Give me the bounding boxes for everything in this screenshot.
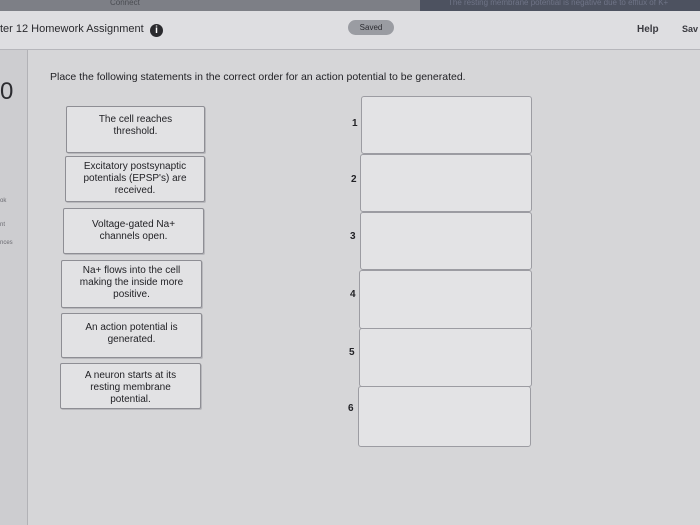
top-bar: [0, 0, 700, 11]
drop-slot[interactable]: [359, 328, 532, 387]
slot-number: 5: [349, 347, 355, 358]
statement-text: The cell reaches threshold.: [98, 114, 173, 137]
statement-card[interactable]: [61, 313, 202, 358]
statement-card[interactable]: [61, 260, 202, 308]
saved-badge: Saved: [348, 20, 394, 35]
statement-card[interactable]: [63, 208, 204, 254]
question-sidebar: [0, 50, 28, 525]
slot-number: 6: [348, 403, 354, 414]
assignment-header: [0, 11, 700, 50]
sidebar-label: nt: [0, 222, 6, 228]
notice-text: The resting membrane potential is negative due to efflux of K+: [448, 0, 669, 7]
drop-slot[interactable]: [358, 386, 531, 447]
statement-card[interactable]: [66, 106, 205, 153]
statement-card[interactable]: [60, 363, 201, 409]
slot-number: 4: [350, 289, 356, 300]
statement-text: Excitatory postsynaptic potentials (EPSP's) are received.: [83, 161, 187, 196]
help-link[interactable]: Help: [637, 24, 659, 35]
drop-slot[interactable]: [361, 96, 532, 154]
slot-number: 2: [351, 174, 357, 185]
save-button[interactable]: Sav: [682, 24, 699, 34]
question-area: [28, 50, 700, 525]
slot-number: 3: [350, 231, 356, 242]
drop-slot[interactable]: [360, 154, 532, 212]
connect-label: Connect: [110, 0, 140, 7]
info-icon[interactable]: i: [150, 24, 163, 37]
statement-text: A neuron starts at its resting membrane potential.: [84, 370, 177, 405]
statement-text: An action potential is generated.: [85, 322, 178, 345]
statement-card[interactable]: [65, 156, 205, 202]
drop-slot[interactable]: [360, 212, 532, 270]
question-instruction: Place the following statements in the correct order for an action potential to be generated.: [50, 71, 466, 83]
assignment-title: ter 12 Homework Assignment: [0, 23, 144, 35]
sidebar-label: nces: [0, 240, 13, 246]
notice-strip: [420, 0, 700, 11]
sidebar-label: ok: [0, 198, 7, 204]
statement-text: Na+ flows into the cell making the inside more positive.: [79, 265, 184, 300]
question-score: 0: [0, 78, 14, 105]
statement-text: Voltage-gated Na+ channels open.: [91, 219, 176, 242]
slot-number: 1: [352, 118, 358, 129]
drop-slot[interactable]: [359, 270, 532, 329]
